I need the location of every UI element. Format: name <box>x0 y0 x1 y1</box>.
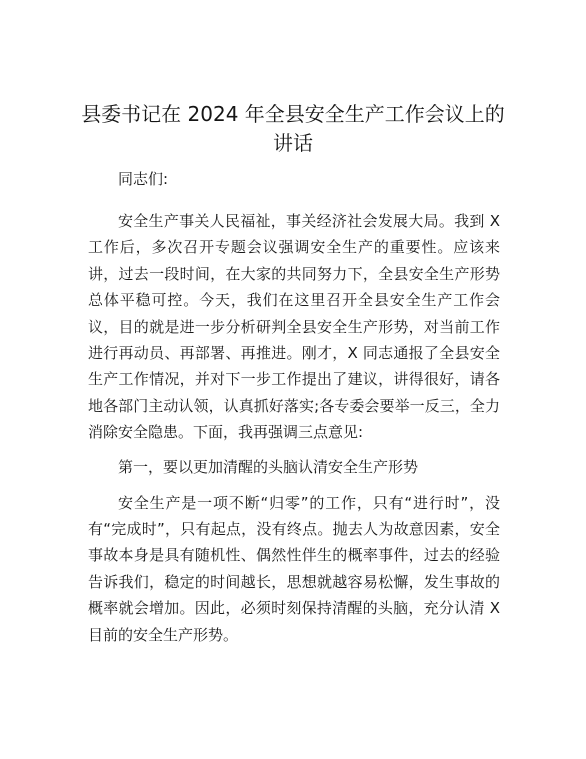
paragraph-section-1: 安全生产是一项不断“归零”的工作，只有“进行时”，没有“完成时”，只有起点，没有终点。抛去人为故意因素，安全事故本身是具有随机性、偶然性伴生的概率事件，过去的经验告诉我们，稳定的时间越长，思想就越容易松懈，发生事故的概率就会增加。因此，必须时刻保持清醒的头脑，充分认清 X 目前的安全生产形势。 <box>88 493 500 644</box>
document-body <box>88 166 500 648</box>
section-heading-1: 第一，要以更加清醒的头脑认清安全生产形势 <box>118 457 419 476</box>
paragraph-intro: 安全生产事关人民福祉，事关经济社会发展大局。我到 X 工作后，多次召开专题会议强调安全生产的重要性。应该来讲，过去一段时间，在大家的共同努力下，全县安全生产形势总体平稳可控。今天，我们在这里召开全县安全生产工作会议，目的就是进一步分析研判全县安全生产形势，对当前工作进行再动员、再部署、再推进。刚才，X 同志通报了全县安全生产工作情况，并对下一步工作提出了建议，讲得很好，请各地各部门主动认领，认真抓好落实;各专委会要举一反三，全力消除安全隐患。下面，我再强调三点意见: <box>88 212 500 442</box>
greeting: 同志们: <box>118 170 169 188</box>
document-title: 县委书记在 2024 年全县安全生产工作会议上的讲话 <box>81 102 505 155</box>
